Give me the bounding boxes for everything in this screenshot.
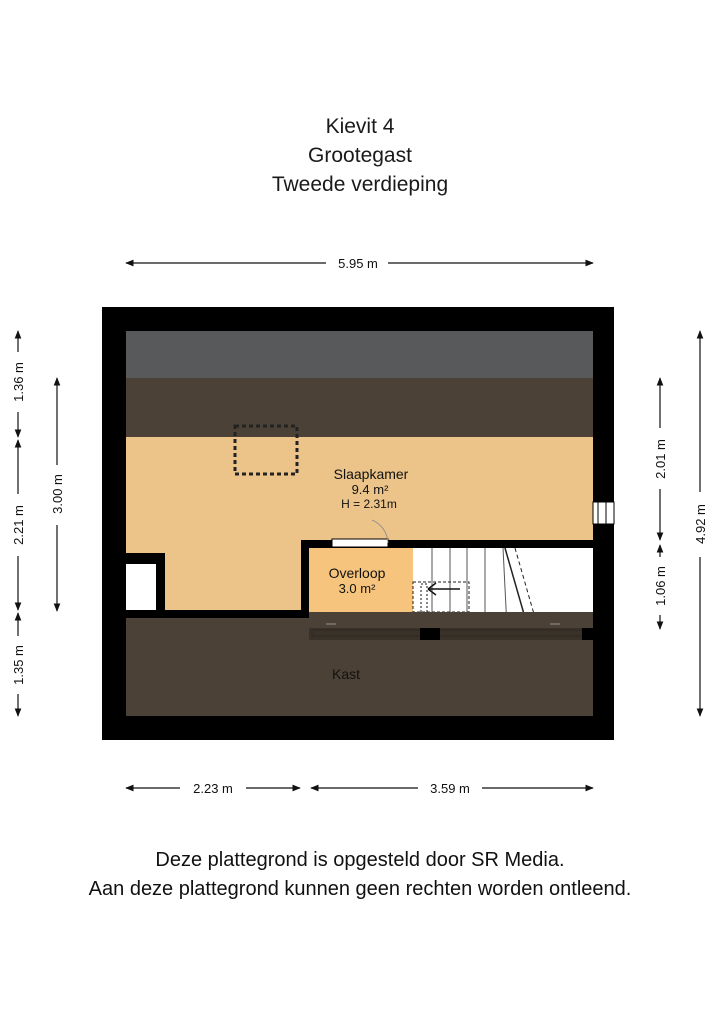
landing-area: 3.0 m² xyxy=(338,581,376,596)
disclaimer-line-1: Deze plattegrond is opgesteld door SR Media. xyxy=(155,849,565,871)
window-right xyxy=(593,502,614,524)
storage-name: Kast xyxy=(331,666,361,682)
dim-left-bottom: 1.35 m xyxy=(11,645,26,685)
dim-bottom-left: 2.23 m xyxy=(193,781,233,796)
roof-slope-top xyxy=(126,331,593,378)
bedroom-door xyxy=(332,539,388,547)
disclaimer-line-2: Aan deze plattegrond kunnen geen rechten worden ontleend. xyxy=(88,878,632,900)
disclaimer xyxy=(0,846,720,904)
dim-right-top: 2.01 m xyxy=(653,439,668,479)
door-post-2 xyxy=(582,628,593,640)
dim-right-bottom: 1.06 m xyxy=(653,566,668,606)
dim-left-inner: 3.00 m xyxy=(50,474,65,514)
bedroom-name: Slaapkamer xyxy=(333,466,409,482)
dim-left-middle: 2.21 m xyxy=(11,505,26,545)
bedroom-wall-bottom xyxy=(126,610,302,618)
storage-upper-strip xyxy=(309,612,593,630)
dim-left-top: 1.36 m xyxy=(11,362,26,402)
bedroom-area: 9.4 m² xyxy=(351,482,389,497)
door-post-1 xyxy=(420,628,440,640)
dim-bottom-right: 3.59 m xyxy=(430,781,470,796)
address-title: Kievit 4 xyxy=(325,115,395,138)
floor-title: Tweede verdieping xyxy=(271,173,449,196)
slope-zone-top xyxy=(126,378,593,437)
city-title: Grootegast xyxy=(308,144,412,167)
landing-name: Overloop xyxy=(328,565,386,581)
alcove xyxy=(126,564,156,611)
bedroom-height: H = 2.31m xyxy=(341,497,397,511)
dim-right-total: 4.92 m xyxy=(693,504,708,544)
dim-top-width: 5.95 m xyxy=(338,256,378,271)
